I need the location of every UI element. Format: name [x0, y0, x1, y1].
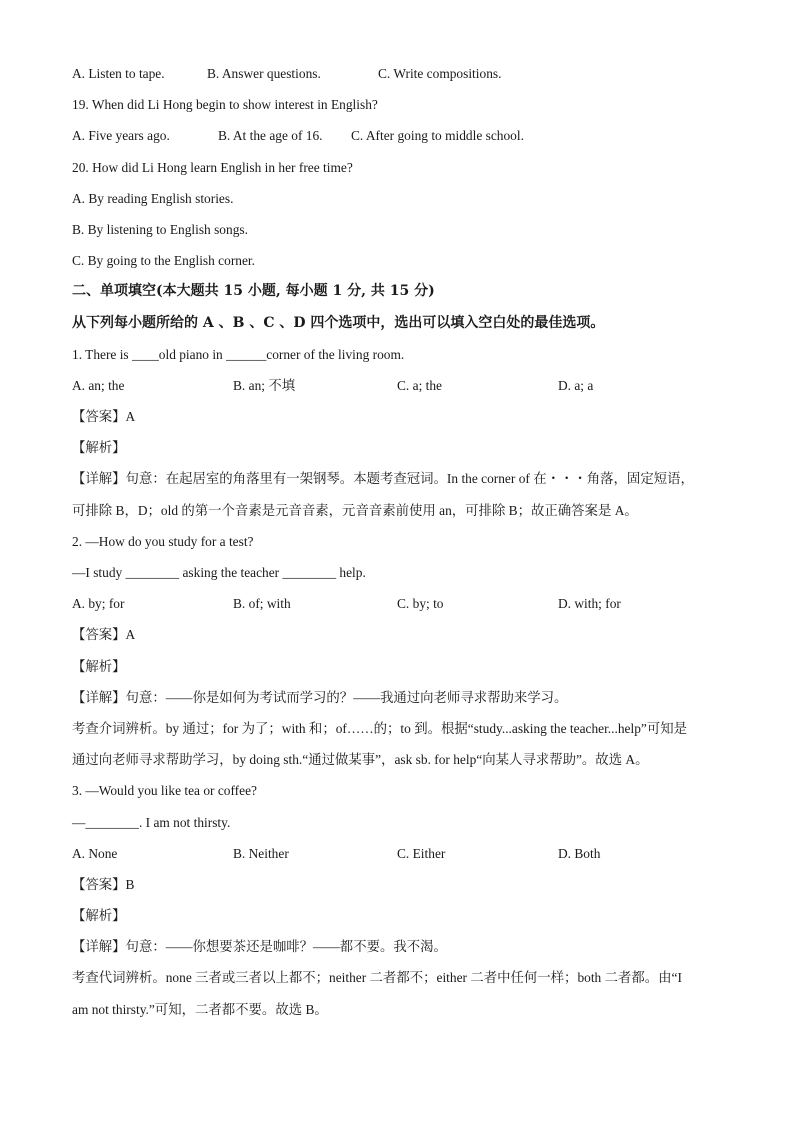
q19-option-c: C. After going to middle school.: [351, 128, 524, 144]
q18-option-c: C. Write compositions.: [378, 66, 502, 81]
s1-option-c: C. a; the: [397, 377, 442, 393]
s3-answer: 【答案】B: [72, 876, 135, 892]
s3-options: [72, 838, 732, 869]
q19-options: [72, 120, 732, 151]
s3-option-a: A. None: [72, 845, 118, 861]
s1-analysis-label: 【解析】: [72, 440, 126, 456]
s2-detail-line-3: 通过向老师寻求帮助学习，by doing sth.“通过做某事”，ask sb. for help“向某人寻求帮助”。故选 A。: [72, 752, 649, 768]
s2-answer: 【答案】A: [72, 627, 136, 643]
s2-detail-line-1: 【详解】句意：——你是如何为考试而学习的？——我通过向老师寻求帮助来学习。: [72, 689, 568, 705]
s2-options: [72, 588, 732, 619]
q19-question: 19. When did Li Hong begin to show interest in English?: [72, 97, 378, 113]
s3-detail-line-2: 考查代词辨析。none 三者或三者以上都不；neither 二者都不；either 二者中任何一样；both 二者都。由“I: [72, 970, 682, 986]
s2-option-b: B. of; with: [233, 596, 291, 612]
s2-option-a: A. by; for: [72, 596, 125, 612]
s1-answer: 【答案】A: [72, 409, 136, 425]
s2-option-d: D. with; for: [558, 596, 621, 612]
s3-detail-line-3: am not thirsty.”可知，二者都不要。故选 B。: [72, 1001, 328, 1017]
s3-option-d: D. Both: [558, 845, 601, 861]
s3-question-line-1: 3. —Would you like tea or coffee?: [72, 783, 257, 799]
q20-option-a: A. By reading English stories.: [72, 190, 234, 206]
q18-option-b: B. Answer questions.: [207, 66, 321, 81]
s2-question-line-1: 2. —How do you study for a test?: [72, 533, 254, 549]
q18-options: [72, 58, 732, 89]
section-instructions: 从下列每小题所给的 A 、B 、C 、D 四个选项中，选出可以填入空白处的最佳选项。: [72, 314, 605, 331]
q20-option-b: B. By listening to English songs.: [72, 221, 248, 237]
s1-option-d: D. a; a: [558, 377, 594, 393]
s3-analysis-label: 【解析】: [72, 908, 126, 924]
s1-options: [72, 370, 732, 401]
s3-option-b: B. Neither: [233, 845, 289, 861]
q19-option-b: B. At the age of 16.: [218, 128, 323, 144]
s2-question-line-2: —I study ________ asking the teacher ________ help.: [72, 565, 366, 580]
s1-detail-line-2: 可排除 B，D；old 的第一个音素是元音音素，元音音素前使用 an，可排除 B；故正确答案是 A。: [72, 502, 638, 518]
q20-question: 20. How did Li Hong learn English in her free time?: [72, 159, 353, 175]
q19-option-a: A. Five years ago.: [72, 128, 170, 144]
s1-detail-line-1: 【详解】句意：在起居室的角落里有一架钢琴。本题考查冠词。In the corner of 在・・・角落，固定短语，: [72, 471, 694, 487]
s3-option-c: C. Either: [397, 845, 446, 861]
s1-option-b: B. an; 不填: [233, 377, 296, 393]
q18-option-a: A. Listen to tape.: [72, 66, 165, 81]
s3-question-line-2: —________. I am not thirsty.: [72, 814, 231, 830]
s1-option-a: A. an; the: [72, 377, 125, 393]
document-page: [72, 58, 732, 1025]
s1-question: 1. There is ____old piano in ______corner of the living room.: [72, 346, 405, 362]
q20-option-c: C. By going to the English corner.: [72, 253, 255, 269]
s3-detail-line-1: 【详解】句意：——你想要茶还是咖啡？——都不要。我不渴。: [72, 939, 447, 955]
s2-option-c: C. by; to: [397, 596, 444, 612]
s2-analysis-label: 【解析】: [72, 658, 126, 674]
s2-detail-line-2: 考查介词辨析。by 通过；for 为了；with 和；of……的；to 到。根据“study...asking the teacher...help”可知是: [72, 720, 688, 736]
section-title: 二、单项填空(本大题共 15 小题, 每小题 1 分, 共 15 分): [72, 283, 435, 300]
